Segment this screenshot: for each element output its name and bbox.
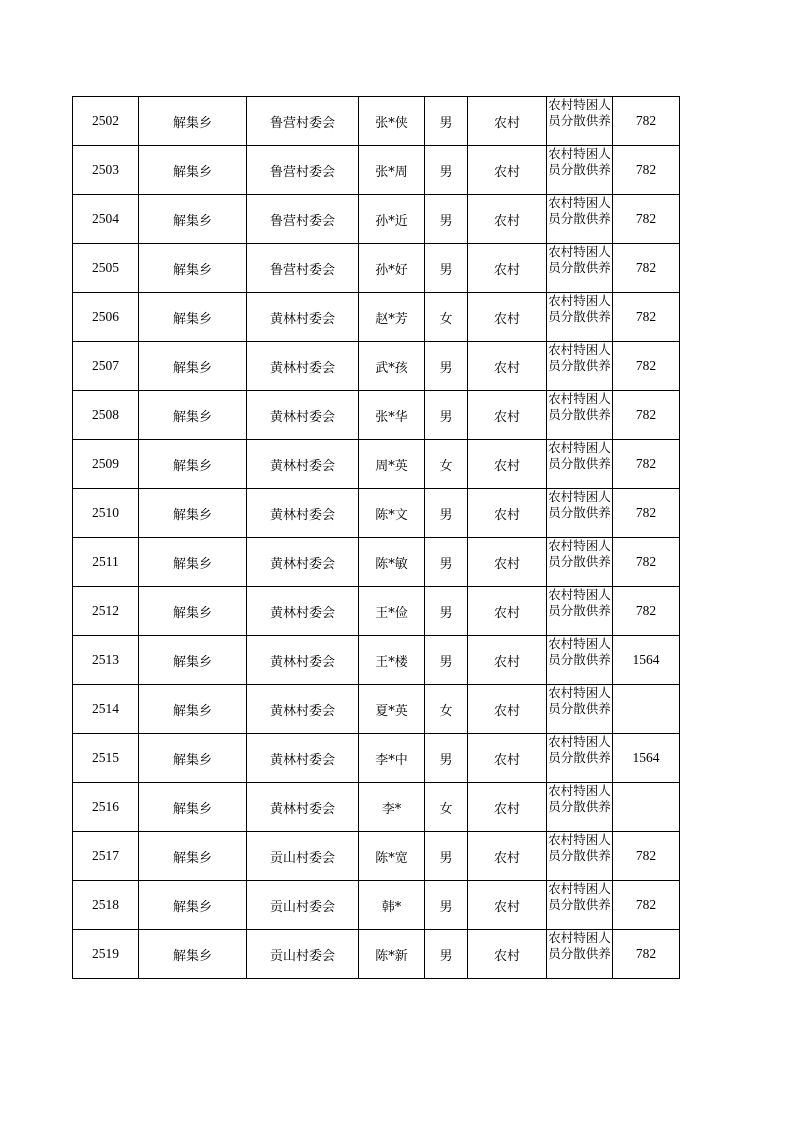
cell-village-committee: 鲁营村委会 bbox=[247, 146, 359, 195]
cell-village-committee: 鲁营村委会 bbox=[247, 97, 359, 146]
assistance-category-text: 农村特困人员分散供养 bbox=[548, 440, 611, 471]
cell-village-committee: 黄林村委会 bbox=[247, 489, 359, 538]
cell-amount: 782 bbox=[613, 244, 680, 293]
cell-person-name: 陈*文 bbox=[359, 489, 425, 538]
cell-person-name: 周*英 bbox=[359, 440, 425, 489]
cell-person-name: 陈*新 bbox=[359, 930, 425, 979]
cell-township: 解集乡 bbox=[139, 930, 247, 979]
cell-assistance-category bbox=[547, 685, 613, 734]
cell-assistance-category bbox=[547, 489, 613, 538]
cell-serial-number: 2503 bbox=[73, 146, 139, 195]
cell-household-type: 农村 bbox=[468, 489, 547, 538]
cell-household-type: 农村 bbox=[468, 783, 547, 832]
cell-gender: 男 bbox=[425, 342, 468, 391]
cell-gender: 男 bbox=[425, 391, 468, 440]
cell-person-name: 韩* bbox=[359, 881, 425, 930]
cell-amount: 1564 bbox=[613, 734, 680, 783]
cell-village-committee: 鲁营村委会 bbox=[247, 195, 359, 244]
cell-assistance-category bbox=[547, 881, 613, 930]
cell-assistance-category bbox=[547, 342, 613, 391]
cell-village-committee: 黄林村委会 bbox=[247, 440, 359, 489]
cell-gender: 女 bbox=[425, 685, 468, 734]
cell-serial-number: 2507 bbox=[73, 342, 139, 391]
cell-gender: 女 bbox=[425, 440, 468, 489]
table-row bbox=[73, 440, 680, 489]
cell-township: 解集乡 bbox=[139, 293, 247, 342]
assistance-category-text: 农村特困人员分散供养 bbox=[548, 195, 611, 226]
cell-serial-number: 2514 bbox=[73, 685, 139, 734]
cell-village-committee: 黄林村委会 bbox=[247, 636, 359, 685]
cell-township: 解集乡 bbox=[139, 881, 247, 930]
cell-gender: 男 bbox=[425, 734, 468, 783]
assistance-category-text: 农村特困人员分散供养 bbox=[548, 342, 611, 373]
cell-person-name: 陈*宽 bbox=[359, 832, 425, 881]
cell-assistance-category bbox=[547, 391, 613, 440]
cell-person-name: 张*侠 bbox=[359, 97, 425, 146]
cell-township: 解集乡 bbox=[139, 587, 247, 636]
cell-household-type: 农村 bbox=[468, 636, 547, 685]
cell-gender: 男 bbox=[425, 146, 468, 195]
table-row bbox=[73, 587, 680, 636]
assistance-category-text: 农村特困人员分散供养 bbox=[548, 685, 611, 716]
cell-assistance-category bbox=[547, 636, 613, 685]
table-row bbox=[73, 342, 680, 391]
cell-amount: 782 bbox=[613, 342, 680, 391]
cell-village-committee: 黄林村委会 bbox=[247, 734, 359, 783]
cell-assistance-category bbox=[547, 930, 613, 979]
cell-amount: 782 bbox=[613, 97, 680, 146]
cell-township: 解集乡 bbox=[139, 783, 247, 832]
assistance-category-text: 农村特困人员分散供养 bbox=[548, 244, 611, 275]
cell-household-type: 农村 bbox=[468, 930, 547, 979]
cell-gender: 男 bbox=[425, 195, 468, 244]
cell-amount: 782 bbox=[613, 538, 680, 587]
cell-person-name: 孙*好 bbox=[359, 244, 425, 293]
table-row bbox=[73, 293, 680, 342]
cell-village-committee: 黄林村委会 bbox=[247, 783, 359, 832]
cell-person-name: 王*俭 bbox=[359, 587, 425, 636]
cell-amount: 1564 bbox=[613, 636, 680, 685]
relief-roster-sheet bbox=[72, 96, 679, 977]
cell-village-committee: 贡山村委会 bbox=[247, 930, 359, 979]
cell-person-name: 李*中 bbox=[359, 734, 425, 783]
cell-household-type: 农村 bbox=[468, 293, 547, 342]
cell-household-type: 农村 bbox=[468, 538, 547, 587]
cell-village-committee: 黄林村委会 bbox=[247, 293, 359, 342]
cell-township: 解集乡 bbox=[139, 244, 247, 293]
assistance-category-text: 农村特困人员分散供养 bbox=[548, 734, 611, 765]
cell-amount: 782 bbox=[613, 489, 680, 538]
table-row bbox=[73, 391, 680, 440]
cell-serial-number: 2506 bbox=[73, 293, 139, 342]
cell-assistance-category bbox=[547, 832, 613, 881]
cell-person-name: 李* bbox=[359, 783, 425, 832]
cell-township: 解集乡 bbox=[139, 342, 247, 391]
table-row bbox=[73, 636, 680, 685]
cell-household-type: 农村 bbox=[468, 244, 547, 293]
cell-township: 解集乡 bbox=[139, 685, 247, 734]
cell-amount bbox=[613, 783, 680, 832]
cell-amount bbox=[613, 685, 680, 734]
cell-gender: 男 bbox=[425, 244, 468, 293]
cell-township: 解集乡 bbox=[139, 195, 247, 244]
cell-village-committee: 鲁营村委会 bbox=[247, 244, 359, 293]
cell-assistance-category bbox=[547, 587, 613, 636]
cell-amount: 782 bbox=[613, 832, 680, 881]
cell-assistance-category bbox=[547, 293, 613, 342]
table-row bbox=[73, 881, 680, 930]
cell-gender: 女 bbox=[425, 783, 468, 832]
cell-amount: 782 bbox=[613, 587, 680, 636]
cell-assistance-category bbox=[547, 195, 613, 244]
cell-serial-number: 2513 bbox=[73, 636, 139, 685]
cell-serial-number: 2517 bbox=[73, 832, 139, 881]
cell-serial-number: 2519 bbox=[73, 930, 139, 979]
cell-household-type: 农村 bbox=[468, 832, 547, 881]
cell-gender: 男 bbox=[425, 587, 468, 636]
cell-serial-number: 2502 bbox=[73, 97, 139, 146]
cell-amount: 782 bbox=[613, 293, 680, 342]
cell-village-committee: 贡山村委会 bbox=[247, 832, 359, 881]
cell-household-type: 农村 bbox=[468, 685, 547, 734]
roster-table bbox=[72, 96, 680, 979]
cell-amount: 782 bbox=[613, 930, 680, 979]
table-row bbox=[73, 195, 680, 244]
cell-assistance-category bbox=[547, 146, 613, 195]
cell-serial-number: 2509 bbox=[73, 440, 139, 489]
cell-household-type: 农村 bbox=[468, 440, 547, 489]
cell-person-name: 张*华 bbox=[359, 391, 425, 440]
table-row bbox=[73, 244, 680, 293]
cell-gender: 男 bbox=[425, 97, 468, 146]
cell-assistance-category bbox=[547, 783, 613, 832]
cell-village-committee: 贡山村委会 bbox=[247, 881, 359, 930]
cell-assistance-category bbox=[547, 734, 613, 783]
cell-township: 解集乡 bbox=[139, 146, 247, 195]
assistance-category-text: 农村特困人员分散供养 bbox=[548, 832, 611, 863]
cell-person-name: 武*孩 bbox=[359, 342, 425, 391]
cell-serial-number: 2512 bbox=[73, 587, 139, 636]
cell-village-committee: 黄林村委会 bbox=[247, 342, 359, 391]
cell-township: 解集乡 bbox=[139, 391, 247, 440]
cell-serial-number: 2511 bbox=[73, 538, 139, 587]
cell-assistance-category bbox=[547, 97, 613, 146]
cell-person-name: 陈*敏 bbox=[359, 538, 425, 587]
cell-serial-number: 2515 bbox=[73, 734, 139, 783]
cell-village-committee: 黄林村委会 bbox=[247, 685, 359, 734]
cell-village-committee: 黄林村委会 bbox=[247, 538, 359, 587]
cell-person-name: 张*周 bbox=[359, 146, 425, 195]
assistance-category-text: 农村特困人员分散供养 bbox=[548, 930, 611, 961]
cell-village-committee: 黄林村委会 bbox=[247, 587, 359, 636]
cell-amount: 782 bbox=[613, 195, 680, 244]
table-row bbox=[73, 685, 680, 734]
cell-serial-number: 2516 bbox=[73, 783, 139, 832]
table-row bbox=[73, 146, 680, 195]
roster-body bbox=[73, 97, 680, 979]
cell-household-type: 农村 bbox=[468, 146, 547, 195]
cell-township: 解集乡 bbox=[139, 489, 247, 538]
cell-serial-number: 2510 bbox=[73, 489, 139, 538]
cell-amount: 782 bbox=[613, 391, 680, 440]
cell-township: 解集乡 bbox=[139, 832, 247, 881]
assistance-category-text: 农村特困人员分散供养 bbox=[548, 881, 611, 912]
assistance-category-text: 农村特困人员分散供养 bbox=[548, 587, 611, 618]
assistance-category-text: 农村特困人员分散供养 bbox=[548, 97, 611, 128]
table-row bbox=[73, 489, 680, 538]
table-row bbox=[73, 97, 680, 146]
cell-township: 解集乡 bbox=[139, 538, 247, 587]
assistance-category-text: 农村特困人员分散供养 bbox=[548, 293, 611, 324]
cell-serial-number: 2508 bbox=[73, 391, 139, 440]
table-row bbox=[73, 783, 680, 832]
cell-township: 解集乡 bbox=[139, 440, 247, 489]
cell-amount: 782 bbox=[613, 881, 680, 930]
cell-gender: 男 bbox=[425, 636, 468, 685]
cell-household-type: 农村 bbox=[468, 391, 547, 440]
assistance-category-text: 农村特困人员分散供养 bbox=[548, 636, 611, 667]
cell-gender: 男 bbox=[425, 832, 468, 881]
cell-amount: 782 bbox=[613, 146, 680, 195]
table-row bbox=[73, 734, 680, 783]
cell-household-type: 农村 bbox=[468, 881, 547, 930]
cell-gender: 男 bbox=[425, 930, 468, 979]
cell-assistance-category bbox=[547, 538, 613, 587]
cell-person-name: 夏*英 bbox=[359, 685, 425, 734]
table-row bbox=[73, 538, 680, 587]
cell-village-committee: 黄林村委会 bbox=[247, 391, 359, 440]
cell-serial-number: 2505 bbox=[73, 244, 139, 293]
cell-person-name: 孙*近 bbox=[359, 195, 425, 244]
cell-gender: 男 bbox=[425, 881, 468, 930]
cell-township: 解集乡 bbox=[139, 636, 247, 685]
assistance-category-text: 农村特困人员分散供养 bbox=[548, 391, 611, 422]
table-row bbox=[73, 930, 680, 979]
cell-amount: 782 bbox=[613, 440, 680, 489]
assistance-category-text: 农村特困人员分散供养 bbox=[548, 489, 611, 520]
cell-assistance-category bbox=[547, 440, 613, 489]
cell-serial-number: 2518 bbox=[73, 881, 139, 930]
cell-gender: 男 bbox=[425, 538, 468, 587]
cell-person-name: 王*楼 bbox=[359, 636, 425, 685]
table-row bbox=[73, 832, 680, 881]
cell-township: 解集乡 bbox=[139, 734, 247, 783]
cell-household-type: 农村 bbox=[468, 97, 547, 146]
assistance-category-text: 农村特困人员分散供养 bbox=[548, 146, 611, 177]
cell-person-name: 赵*芳 bbox=[359, 293, 425, 342]
cell-household-type: 农村 bbox=[468, 734, 547, 783]
cell-household-type: 农村 bbox=[468, 195, 547, 244]
cell-serial-number: 2504 bbox=[73, 195, 139, 244]
cell-assistance-category bbox=[547, 244, 613, 293]
cell-gender: 女 bbox=[425, 293, 468, 342]
cell-household-type: 农村 bbox=[468, 587, 547, 636]
cell-gender: 男 bbox=[425, 489, 468, 538]
assistance-category-text: 农村特困人员分散供养 bbox=[548, 783, 611, 814]
assistance-category-text: 农村特困人员分散供养 bbox=[548, 538, 611, 569]
cell-township: 解集乡 bbox=[139, 97, 247, 146]
cell-household-type: 农村 bbox=[468, 342, 547, 391]
